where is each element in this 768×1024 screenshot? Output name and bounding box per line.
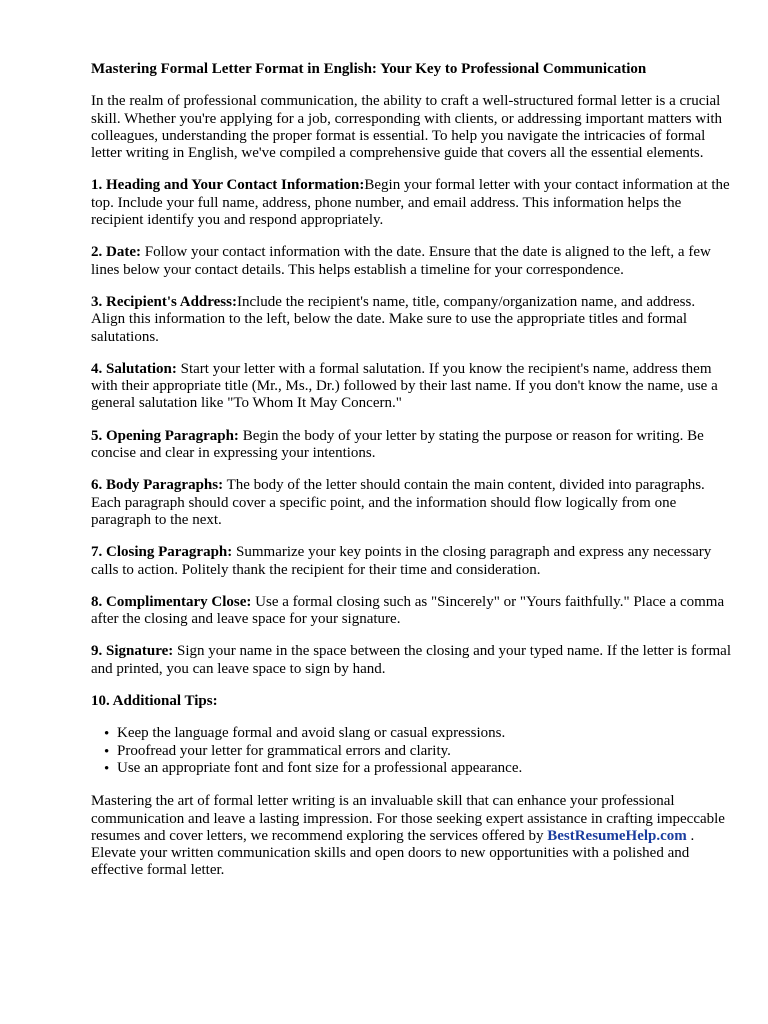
section-heading: 4. Salutation:	[91, 360, 177, 377]
section-heading: 9. Signature:	[91, 643, 174, 660]
list-item: • Proofread your letter for grammatical errors and clarity.	[104, 742, 451, 760]
intro-paragraph: In the realm of professional communication, the ability to craft a well-structured formal letter is a crucial skill. Whether you're applying for a job, corresponding with clients, or addressing important matters with colleagues, understanding the proper format is essential. To help you navigate the intricacies of formal letter writing in English, we've compiled a comprehensive guide that covers all the essential elements.	[91, 93, 723, 162]
section-text: Use a formal closing such as "Sincerely" or "Yours faithfully." Place a comma after the closing and leave space for your signature.	[91, 593, 725, 628]
section-heading: 6. Body Paragraphs:	[91, 477, 224, 494]
section-complimentary-close	[91, 594, 731, 629]
bullet-icon: •	[104, 726, 110, 743]
section-text: Begin your formal letter with your contact information at the top. Include your full name, address, phone number, and email address. This information helps the recipient identify you and respond appropriately.	[91, 177, 730, 229]
section-heading: 2. Date:	[91, 244, 141, 261]
section-text: Begin the body of your letter by stating the purpose or reason for writing. Be concise and clear in expressing your intentions.	[91, 427, 704, 462]
list-item: • Use an appropriate font and font size for a professional appearance.	[104, 759, 523, 777]
section-heading: 8. Complimentary Close:	[91, 593, 252, 610]
section-heading: 7. Closing Paragraph:	[91, 544, 233, 561]
section-heading-contact	[91, 177, 731, 229]
tips-heading: 10. Additional Tips:	[91, 693, 218, 710]
section-opening-paragraph	[91, 428, 731, 463]
section-recipient-address	[91, 294, 731, 346]
bestresumehelp-link[interactable]: BestResumeHelp.com	[547, 827, 687, 844]
section-text: Follow your contact information with the date. Ensure that the date is aligned to the left, a few lines below your contact details. This helps establish a timeline for your correspondence.	[91, 244, 711, 278]
list-item: • Keep the language formal and avoid slang or casual expressions.	[104, 725, 506, 743]
document-body	[91, 61, 731, 895]
bullet-icon: •	[104, 760, 110, 777]
section-body-paragraphs	[91, 477, 731, 529]
document-title: Mastering Formal Letter Format in English: Your Key to Professional Communication	[91, 61, 647, 77]
section-text: The body of the letter should contain the main content, divided into paragraphs. Each paragraph should cover a specific point, and the information should flow logically from one paragraph to the next.	[91, 477, 705, 528]
bullet-icon: •	[104, 743, 110, 760]
section-heading: 3. Recipient's Address:	[91, 293, 237, 310]
section-text: Sign your name in the space between the closing and your typed name. If the letter is formal and printed, you can leave space to sign by hand.	[91, 643, 731, 677]
section-text: Start your letter with a formal salutation. If you know the recipient's name, address them with their appropriate title (Mr., Ms., Dr.) followed by their last name. If you don't know the name, use a general salutation like "To Whom It May Concern."	[91, 360, 718, 412]
tips-list	[91, 725, 731, 777]
section-text: Include the recipient's name, title, company/organization name, and address. Align this information to the left, below the date. Make sure to use the appropriate titles and formal salutations.	[91, 293, 696, 345]
section-closing-paragraph	[91, 544, 731, 579]
section-date	[91, 244, 731, 279]
section-heading: 5. Opening Paragraph:	[91, 427, 239, 444]
closing-paragraph: Mastering the art of formal letter writing is an invaluable skill that can enhance your professional communication and leave a lasting impression. For those seeking expert assistance in crafting impeccable resumes and cover letters, we recommend exploring the services offered by BestResumeHelp.com . Elevate your written communication skills and open doors to new opportunities with a polished and effective formal letter.	[91, 793, 725, 879]
section-text: Summarize your key points in the closing paragraph and express any necessary calls to action. Politely thank the recipient for their time and consideration.	[91, 544, 712, 578]
section-signature	[91, 643, 731, 678]
section-salutation	[91, 361, 731, 413]
section-heading: 1. Heading and Your Contact Information:	[91, 177, 365, 194]
